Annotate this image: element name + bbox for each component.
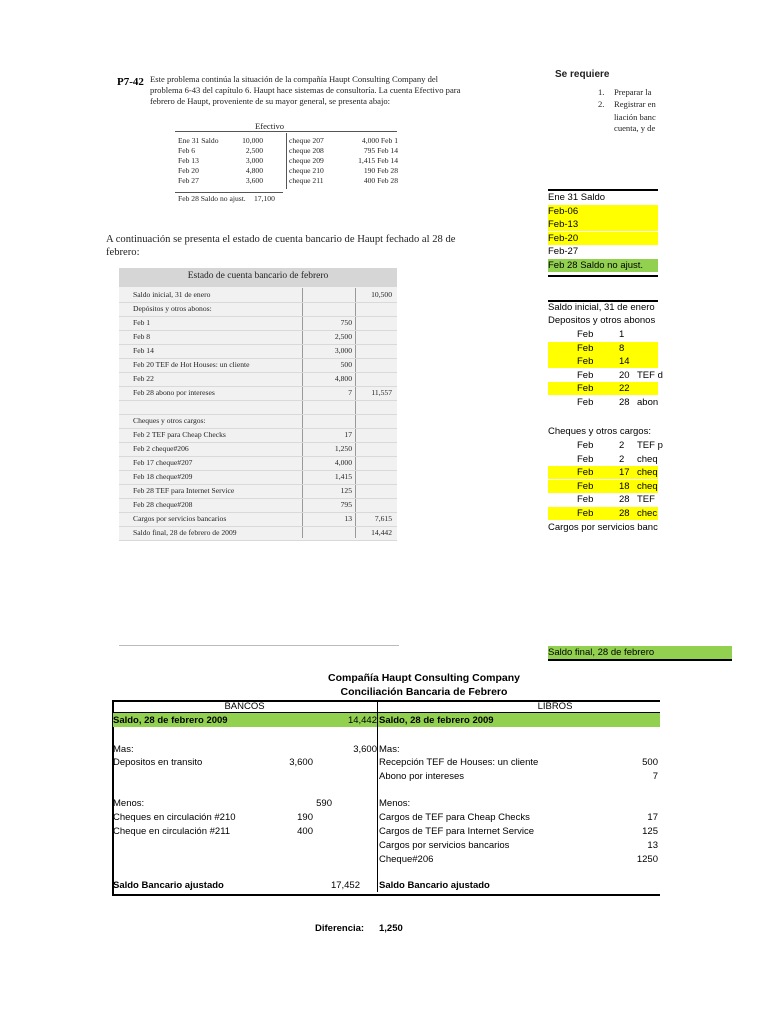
- statement-row-amount: 1,250: [334, 444, 352, 453]
- sheet-month: Feb: [577, 329, 594, 340]
- sheet-description: TEF d: [637, 369, 663, 381]
- statement-row: [119, 372, 397, 387]
- requirement-text: Registrar en: [614, 99, 656, 109]
- bancos-saldo-label[interactable]: Saldo, 28 de febrero 2009: [113, 715, 228, 726]
- sheet-row[interactable]: [548, 342, 658, 355]
- sheet-row[interactable]: [548, 382, 658, 395]
- statement-row-amount: 500: [340, 360, 352, 369]
- scan-cut-line: [119, 645, 399, 646]
- sheet-month: Feb: [577, 453, 594, 465]
- sheet-row[interactable]: [548, 369, 663, 382]
- statement-row-amount: 3,000: [334, 346, 352, 355]
- statement-row-label: Saldo inicial, 31 de enero: [133, 290, 211, 299]
- statement-row-amount: 2,500: [334, 332, 352, 341]
- efectivo-debit-label: Feb 13: [178, 156, 199, 165]
- requirement-number: 2.: [598, 99, 605, 109]
- statement-row: [119, 470, 397, 485]
- sheet-description: TEF p: [637, 440, 663, 451]
- sheet-cell[interactable]: Depositos y otros abonos: [548, 315, 656, 326]
- statement-row: [119, 428, 397, 443]
- efectivo-debit-value: 3,000: [245, 156, 263, 165]
- sheet-row[interactable]: [548, 453, 658, 466]
- libros-item-value[interactable]: 125: [642, 826, 658, 837]
- sheet-day: 8: [619, 342, 625, 354]
- libros-item-value[interactable]: 17: [647, 812, 658, 823]
- efectivo-debit-value: 3,600: [245, 176, 263, 185]
- statement-row: [119, 386, 397, 401]
- efectivo-debit-label: Feb 27: [178, 176, 199, 185]
- statement-row: [119, 302, 397, 317]
- sheet-row[interactable]: [548, 355, 658, 368]
- efectivo-row: [178, 166, 398, 175]
- requirement-text: liación banc: [614, 112, 656, 122]
- efectivo-account-title: Efectivo: [255, 121, 285, 131]
- t-account-rule: [175, 131, 397, 132]
- libros-item-label[interactable]: Cheque#206: [379, 854, 434, 865]
- statement-row: [119, 330, 397, 345]
- statement-row-label: Feb 14: [133, 346, 154, 355]
- statement-row-amount: 4,000: [334, 458, 352, 467]
- sheet-month: Feb: [577, 480, 594, 492]
- outstanding-cheque-211-label[interactable]: Cheque en circulación #211: [113, 826, 231, 837]
- efectivo-credit-label: cheque 207: [289, 136, 324, 145]
- statement-row-amount: 7: [348, 388, 352, 397]
- statement-row-label: Feb 2 cheque#206: [133, 444, 189, 453]
- requirement-text: cuenta, y de: [614, 123, 656, 133]
- sheet-day: 20: [619, 369, 630, 381]
- libros-saldo-label[interactable]: Saldo, 28 de febrero 2009: [379, 715, 494, 726]
- statement-row-label: Feb 18 cheque#209: [133, 472, 193, 481]
- statement-row-total: 7,615: [374, 514, 392, 523]
- statement-row-label: Feb 22: [133, 374, 154, 383]
- sheet-cell[interactable]: Cargos por servicios banc: [548, 522, 658, 533]
- sheet-day: 2: [619, 440, 625, 451]
- sheet-month: Feb: [577, 467, 594, 479]
- sheet-month: Feb: [577, 494, 594, 506]
- sheet-row[interactable]: [548, 439, 663, 452]
- libros-item-value[interactable]: 7: [652, 771, 658, 782]
- libros-mas-label[interactable]: Mas:: [379, 744, 400, 755]
- libros-menos-label[interactable]: Menos:: [379, 798, 411, 809]
- efectivo-ending-label: Feb 28 Saldo no ajust.: [178, 194, 246, 203]
- sheet-month: Feb: [577, 397, 594, 408]
- libros-item-label[interactable]: Recepción TEF de Houses: un cliente: [379, 757, 539, 768]
- bancos-mas-label[interactable]: Mas:: [113, 744, 134, 755]
- requirement-number: 1.: [598, 87, 605, 97]
- statement-row-label: Feb 17 cheque#207: [133, 458, 193, 467]
- efectivo-credit-value: 400 Feb 28: [363, 176, 398, 185]
- diferencia-value: 1,250: [379, 923, 403, 934]
- sheet-description: chec: [637, 508, 658, 519]
- sheet-cell[interactable]: Saldo inicial, 31 de enero: [548, 302, 655, 313]
- sheet-day: 22: [619, 383, 630, 395]
- efectivo-credit-label: cheque 210: [289, 166, 324, 175]
- efectivo-credit-label: cheque 209: [289, 156, 324, 165]
- sheet-cell[interactable]: Cheques y otros cargos:: [548, 426, 651, 437]
- statement-row-amount: 795: [340, 500, 352, 509]
- sheet-cell[interactable]: Feb-27: [548, 246, 579, 258]
- statement-row: [119, 498, 397, 513]
- efectivo-debit-label: Ene 31 Saldo: [178, 136, 219, 145]
- statement-row: [119, 442, 397, 457]
- sheet-description: abon: [637, 397, 659, 408]
- statement-row-total: 10,500: [371, 290, 392, 299]
- sheet-day: 28: [619, 508, 630, 519]
- statement-row: [119, 484, 397, 499]
- problem-number: P7-42: [117, 76, 144, 88]
- outstanding-cheque-210-label[interactable]: Cheques en circulación #210: [113, 812, 236, 823]
- outstanding-cheque-211-value[interactable]: 400: [297, 826, 313, 837]
- sheet-cell[interactable]: Feb-06: [548, 205, 658, 218]
- libros-adjusted-label[interactable]: Saldo Bancario ajustado: [379, 880, 490, 891]
- sheet-row[interactable]: [548, 328, 658, 341]
- efectivo-row: [178, 136, 398, 145]
- statement-row-total: 14,442: [371, 528, 392, 537]
- sheet-month: Feb: [577, 342, 594, 354]
- statement-row-amount: 125: [340, 486, 352, 495]
- efectivo-debit-label: Feb 6: [178, 146, 196, 155]
- statement-row: [119, 288, 397, 303]
- deposit-in-transit-value[interactable]: 3,600: [289, 757, 313, 768]
- libros-item-value[interactable]: 13: [647, 840, 658, 851]
- libros-header: LIBROS: [537, 701, 573, 712]
- sheet-cell[interactable]: Ene 31 Saldo: [548, 192, 606, 203]
- statement-row-label: Cheques y otros cargos:: [133, 416, 206, 425]
- bancos-menos-label[interactable]: Menos:: [113, 798, 145, 809]
- sheet-row[interactable]: [548, 466, 658, 479]
- sheet-month: Feb: [577, 508, 594, 519]
- sheet-day: 28: [619, 494, 630, 506]
- efectivo-credit-value: 4,000 Feb 1: [361, 136, 398, 145]
- efectivo-row: [178, 156, 398, 165]
- sheet-description: TEF: [637, 494, 655, 506]
- efectivo-debit-value: 2,500: [245, 146, 263, 155]
- efectivo-debit-value: 10,000: [242, 136, 263, 145]
- sheet-day: 28: [619, 397, 630, 408]
- statement-row: [119, 358, 397, 373]
- sheet-description: cheq: [637, 480, 658, 492]
- sheet-day: 14: [619, 356, 630, 368]
- bancos-saldo-value[interactable]: 14,442: [347, 715, 377, 726]
- efectivo-credit-value: 1,415 Feb 14: [358, 156, 398, 165]
- efectivo-credit-label: cheque 211: [289, 176, 324, 185]
- statement-row-label: Feb 1: [133, 318, 151, 327]
- statement-row-total: 11,557: [371, 388, 392, 397]
- efectivo-credit-label: cheque 208: [289, 146, 324, 155]
- problem-text: Este problema continúa la situación de la compañía Haupt Consulting Company del problema 6-43 del capítulo 6. Haupt hace sistemas de consultoría. La cuenta Efectivo para febrero de Haupt, proveniente de su mayor general, se presenta abajo:: [150, 74, 461, 106]
- statement-row-label: Feb 2 TEF para Cheap Checks: [133, 430, 226, 439]
- statement-row-label: Cargos por servicios bancarios: [133, 514, 227, 523]
- statement-row-amount: 13: [344, 514, 352, 523]
- statement-row-label: Depósitos y otros abonos:: [133, 304, 212, 313]
- sheet-month: Feb: [577, 369, 594, 381]
- bancos-adjusted-value[interactable]: 17,452: [330, 880, 360, 891]
- efectivo-row: [178, 176, 398, 185]
- libros-item-value[interactable]: 500: [642, 757, 658, 768]
- statement-row-amount: 4,800: [334, 374, 352, 383]
- statement-row-label: Feb 28 abono por intereses: [133, 388, 215, 397]
- sheet-day: 1: [619, 329, 625, 340]
- sheet-month: Feb: [577, 356, 594, 368]
- requirements-heading: Se requiere: [555, 69, 610, 80]
- statement-row-amount: 1,415: [334, 472, 352, 481]
- statement-row-label: Feb 28 cheque#208: [133, 500, 193, 509]
- continuation-text: A continuación se presenta el estado de cuenta bancario de Haupt fechado al 28 de febrero:: [106, 234, 456, 258]
- bank-statement-title: Estado de cuenta bancario de febrero: [187, 271, 329, 281]
- statement-row-amount: 17: [344, 430, 352, 439]
- libros-item-label[interactable]: Cargos por servicios bancarios: [379, 840, 510, 851]
- t-account-total-rule: [175, 192, 283, 193]
- statement-row: [119, 526, 397, 541]
- statement-row: [119, 456, 397, 471]
- bancos-mas-total[interactable]: 3,600: [353, 744, 377, 755]
- efectivo-debit-value: 4,800: [245, 166, 263, 175]
- sheet-row[interactable]: [548, 480, 658, 493]
- statement-row-amount: 750: [340, 318, 352, 327]
- sheet-row[interactable]: [548, 493, 658, 506]
- sheet-cell[interactable]: Feb-20: [548, 232, 658, 245]
- sheet-row[interactable]: [548, 507, 658, 520]
- statement-row-label: Feb 28 TEF para Internet Service: [133, 486, 235, 495]
- statement-row-label: Feb 20 TEF de Hot Houses: un cliente: [133, 360, 250, 369]
- statement-row: [119, 414, 397, 429]
- statement-row: [119, 400, 397, 415]
- reconciliation-company-title: Compañía Haupt Consulting Company: [328, 672, 520, 684]
- statement-row-label: Feb 8: [133, 332, 151, 341]
- sheet-day: 2: [619, 453, 625, 465]
- libros-item-label[interactable]: Abono por intereses: [379, 771, 465, 782]
- reconciliation-column-divider: [377, 700, 378, 892]
- bancos-menos-total[interactable]: 590: [316, 798, 332, 809]
- sheet-saldo-final-cell[interactable]: Saldo final, 28 de febrero: [548, 646, 732, 661]
- bancos-adjusted-label[interactable]: Saldo Bancario ajustado: [113, 880, 224, 891]
- sheet-cell[interactable]: Feb 28 Saldo no ajust.: [548, 259, 658, 272]
- statement-row: [119, 344, 397, 359]
- sheet-day: 17: [619, 467, 630, 479]
- efectivo-row: [178, 146, 398, 155]
- efectivo-ending-value: 17,100: [254, 194, 275, 203]
- outstanding-cheque-210-value[interactable]: 190: [297, 812, 313, 823]
- reconciliation-title: Conciliación Bancaria de Febrero: [340, 686, 508, 698]
- sheet-month: Feb: [577, 440, 594, 451]
- deposit-in-transit-label[interactable]: Depositos en transito: [113, 757, 203, 768]
- sheet-description: cheq: [637, 467, 658, 479]
- sheet-row[interactable]: [548, 396, 658, 409]
- efectivo-credit-value: 190 Feb 28: [363, 166, 398, 175]
- sheet-month: Feb: [577, 383, 594, 395]
- statement-row: [119, 316, 397, 331]
- sheet-description: cheq: [637, 453, 658, 465]
- sheet-cell[interactable]: Feb-13: [548, 218, 658, 231]
- requirement-text: Preparar la: [614, 87, 652, 97]
- bancos-header: BANCOS: [224, 701, 265, 712]
- diferencia-label: Diferencia:: [315, 923, 365, 934]
- libros-item-label[interactable]: Cargos de TEF para Internet Service: [379, 826, 535, 837]
- libros-item-value[interactable]: 1250: [636, 854, 658, 865]
- sheet-day: 18: [619, 480, 630, 492]
- libros-item-label[interactable]: Cargos de TEF para Cheap Checks: [379, 812, 530, 823]
- efectivo-credit-value: 795 Feb 14: [363, 146, 398, 155]
- statement-row: [119, 512, 397, 527]
- statement-row-label: Saldo final, 28 de febrero de 2009: [133, 528, 237, 537]
- efectivo-debit-label: Feb 20: [178, 166, 199, 175]
